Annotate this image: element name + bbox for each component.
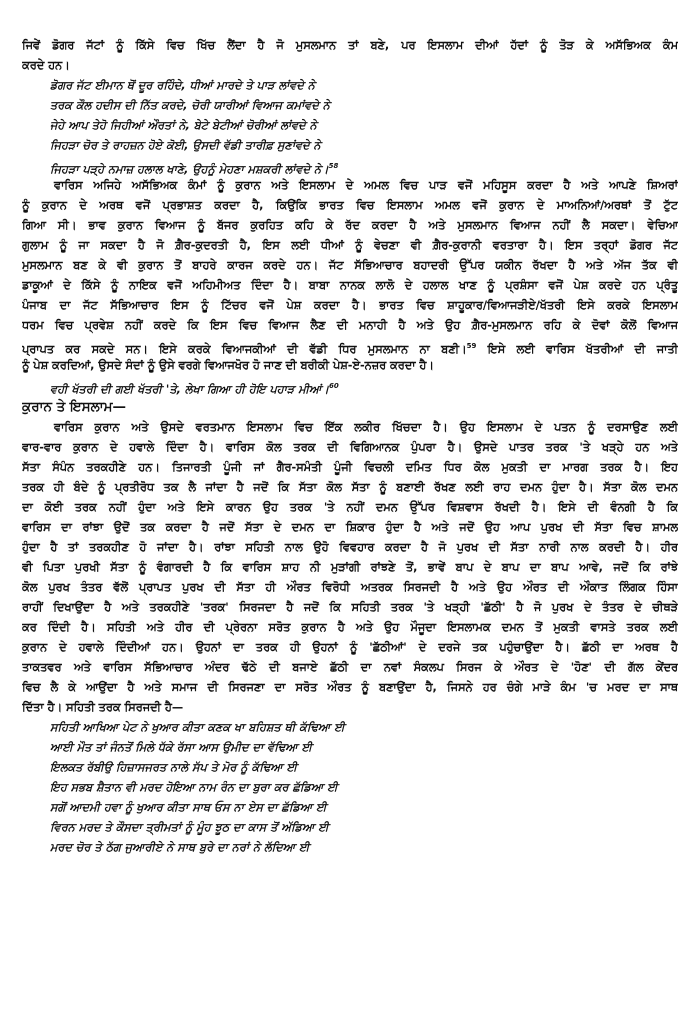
verse-line: ਤਰਕ ਕੌਲ ਹਦੀਸ ਦੀ ਨਿੱਤ ਕਰਦੇ, ਚੋਰੀ ਯਾਰੀਆਂ ਵਿਆਜ ਕਮਾਂਵਦੇ ਨੇ xyxy=(50,99,330,112)
section-heading: ਕੁਰਾਨ ਤੇ ਇਸਲਾਮ— xyxy=(22,399,127,415)
verse-block-2: ਵਹੀ ਖੱਤਰੀ ਦੀ ਗਈ ਖੱਤਰੀ 'ਤੇ, ਲੇਖਾ ਗਿਆ ਹੀ ਹੋਇ ਪਹਾੜ ਮੀਆਂ।$^{60}$ xyxy=(50,382,339,396)
footnote-ref: 60 xyxy=(329,382,339,390)
verse-line: ਡੋਗਰ ਜੱਟ ਈਮਾਨ ਥੋਂ ਦੂਰ ਰਹਿੰਦੇ, ਧੀਆਂ ਮਾਰਦੇ ਤੇ ਪਾੜ ਲਾਂਵਦੇ ਨੇ xyxy=(50,79,315,92)
paragraph-line: ਡਾਕੂਆਂ ਦੇ ਕਿੱਸੇ ਨੂੰ ਨਾਇਕ ਵਜੋਂ ਅਹਿਮੀਅਤ ਦਿੰਦਾ ਹੈ। ਬਾਬਾ ਨਾਨਕ ਲਾਲੋ ਦੇ ਹਲਾਲ ਖਾਣ ਨੂੰ ਪ੍ਰਸ਼ੰਸਾ ਵਜੋਂ ਪੇਸ਼ ਕਰਦੇ ਹਨ ਪ੍ਰੰਤੂ xyxy=(22,279,678,292)
paragraph-line: ਤਾਕਤਵਰ ਅਤੇ ਵਾਰਿਸ ਸੱਭਿਆਚਾਰ ਅੰਦਰ ਢੱਠੇ ਦੀ ਬਜਾਏ ਛੱਠੀ ਦਾ ਨਵਾਂ ਸੰਕਲਪ ਸਿਰਜ ਕੇ ਔਰਤ ਦੇ 'ਹੋਣ' ਦੀ ਗੱਲ ਕੇਂਦਰ xyxy=(22,661,678,674)
paragraph-2 xyxy=(22,418,678,718)
paragraph-line: ਕੁਰਾਨ ਦੇ ਹਵਾਲੇ ਦਿੰਦੀਆਂ ਹਨ। ਉਹਨਾਂ ਦਾ ਤਰਕ ਹੀ ਉਹਨਾਂ ਨੂੰ 'ਛੱਠੀਆਂ' ਦੇ ਦਰਜੇ ਤਕ ਪਹੁੰਚਾਉਂਦਾ ਹੈ। ਛੱਠੀ ਦਾ ਅਰਥ ਹੈ xyxy=(22,641,678,654)
paragraph-line: ਗਿਆ ਸੀ। ਭਾਵ ਕੁਰਾਨ ਵਿਆਜ ਨੂੰ ਬੱਜਰ ਕੁਰਹਿਤ ਕਹਿ ਕੇ ਰੱਦ ਕਰਦਾ ਹੈ ਅਤੇ ਮੁਸਲਮਾਨ ਵਿਆਜ ਨਹੀਂ ਲੈ ਸਕਦਾ। ਵੇਚਿਆ xyxy=(22,219,678,232)
paragraph-line: ਕਰ ਦਿੰਦੀ ਹੈ। ਸਹਿਤੀ ਅਤੇ ਹੀਰ ਦੀ ਪ੍ਰੇਰਨਾ ਸਰੋਤ ਕੁਰਾਨ ਹੈ ਅਤੇ ਉਹ ਮੌਜੂਦਾ ਇਸਲਾਮਕ ਦਮਨ ਤੋਂ ਮੁਕਤੀ ਵਾਸਤੇ ਤਰਕ ਲਈ xyxy=(22,621,678,634)
verse-block-1 xyxy=(22,76,678,176)
paragraph-line: ਗੁਲਾਮ ਨੂੰ ਜਾ ਸਕਦਾ ਹੈ ਜੋ ਗ਼ੈਰ-ਕੁਦਰਤੀ ਹੈ, ਇਸ ਲਈ ਧੀਆਂ ਨੂੰ ਵੇਚਣਾ ਵੀ ਗ਼ੈਰ-ਕੁਰਾਨੀ ਵਰਤਾਰਾ ਹੈ। ਇਸ ਤਰ੍ਹਾਂ ਡੋਗਰ ਜੱਟ xyxy=(22,239,678,252)
verse-line: ਮਰਦ ਚੋਰ ਤੇ ਠੱਗ ਜੁਆਰੀਏ ਨੇ ਸਾਥ ਬੁਰੇ ਦਾ ਨਰਾਂ ਨੇ ਲੱਦਿਆ ਈ xyxy=(50,841,310,854)
verse-block-3 xyxy=(22,718,678,858)
document-page xyxy=(22,36,678,858)
paragraph-line: ਪੰਜਾਬ ਦਾ ਜੱਟ ਸੱਭਿਆਚਾਰ ਇਸ ਨੂੰ ਟਿੱਚਰ ਵਜੋਂ ਪੇਸ਼ ਕਰਦਾ ਹੈ। ਭਾਰਤ ਵਿਚ ਸ਼ਾਹੂਕਾਰ/ਵਿਆਜੜੀਏ/ਖੱਤਰੀ ਇਸੇ ਕਰਕੇ ਇਸਲਾਮ xyxy=(22,299,678,312)
paragraph-line: ਵਾਰਿਸ ਕੁਰਾਨ ਅਤੇ ਉਸਦੇ ਵਰਤਮਾਨ ਇਸਲਾਮ ਵਿਚ ਇੱਕ ਲਕੀਰ ਖਿੱਚਦਾ ਹੈ। ਉਹ ਇਸਲਾਮ ਦੇ ਪਤਨ ਨੂੰ ਦਰਸਾਉਣ ਲਈ xyxy=(54,421,678,434)
paragraph-line-last: ਦਿੱਤਾ ਹੈ। ਸਹਿਤੀ ਤਰਕ ਸਿਰਜਦੀ ਹੈ— xyxy=(22,701,184,714)
verse-line: ਵਿਰਨ ਮਰਦ ਤੇ ਕੌਸਦਾ ਤ੍ਰੀਮਤਾਂ ਨੂੰ ਮੂੰਹ ਝੂਠ ਦਾ ਕਾਸ ਤੋਂ ਅੱਡਿਆ ਈ xyxy=(50,821,329,834)
paragraph-line: ਨੂੰ ਕੁਰਾਨ ਦੇ ਅਰਥ ਵਜੋਂ ਪ੍ਰਭਾਸ਼ਤ ਕਰਦਾ ਹੈ, ਕਿਉਂਕਿ ਭਾਰਤ ਵਿਚ ਇਸਲਾਮ ਅਮਲ ਵਜੋਂ ਕੁਰਾਨ ਦੇ ਮਾਅਨਿਆਂ/ਅਰਥਾਂ ਤੋਂ ਟੁੱਟ xyxy=(22,199,678,212)
paragraph-line: ਤਰਕ ਹੀ ਬੰਦੇ ਨੂੰ ਪ੍ਰਤੀਰੋਧ ਤਕ ਲੈ ਜਾਂਦਾ ਹੈ ਜਦੋਂ ਕਿ ਸੱਤਾ ਕੋਲ ਸੱਤਾ ਨੂੰ ਬਣਾਈ ਰੱਖਣ ਲਈ ਰਾਹ ਦਮਨ ਹੁੰਦਾ ਹੈ। ਸੱਤਾ ਕੋਲ ਦਮਨ xyxy=(22,481,678,494)
paragraph-line-last: ਨੂੰ ਪੇਸ਼ ਕਰਦਿਆਂ, ਉਸਦੇ ਸੰਦਾਂ ਨੂੰ ਉਸੇ ਵਰਗੇ ਵਿਆਜਖੋਰ ਹੋ ਜਾਣ ਦੀ ਬਰੀਕੀ ਪੇਸ਼-ਏ-ਨਜ਼ਰ ਕਰਦਾ ਹੈ। xyxy=(22,359,434,372)
intro-line-1: ਜਿਵੇਂ ਡੋਗਰ ਜੱਟਾਂ ਨੂੰ ਕਿੱਸੇ ਵਿਚ ਖਿੱਚ ਲੈਂਦਾ ਹੈ ਜੋ ਮੁਸਲਮਾਨ ਤਾਂ ਬਣੇ, ਪਰ ਇਸਲਾਮ ਦੀਆਂ ਹੱਦਾਂ ਨੂੰ ਤੋੜ ਕੇ ਅਸੱਭਿਅਕ ਕੰਮ xyxy=(22,39,678,52)
paragraph-line: ਵਾਰਿਸ ਅਜਿਹੇ ਅਸੱਭਿਅਕ ਕੰਮਾਂ ਨੂੰ ਕੁਰਾਨ ਅਤੇ ਇਸਲਾਮ ਦੇ ਅਮਲ ਵਿਚ ਪਾੜ ਵਜੋਂ ਮਹਿਸੂਸ ਕਰਦਾ ਹੈ ਅਤੇ ਆਪਣੇ ਸ਼ਿਅਰਾਂ xyxy=(54,179,678,192)
inline-quote: ਵਾਰਿਸ ਸ਼ਾਹ ਨੀ ਮੁੜਾਂਗੀ ਰਾਂਝਣੇ ਤੋਂ, ਭਾਵੇਂ ਬਾਪ ਦੇ ਬਾਪ ਦਾ ਬਾਪ ਆਵੇ xyxy=(242,561,599,574)
verse-line-last: ਜਿਹੜਾ ਪੜ੍ਹੇ ਨਮਾਜ਼ ਹਲਾਲ ਖਾਣੇ, ਉਹਨੂੰ ਮੇਹਣਾ ਮਸ਼ਕਰੀ ਲਾਂਵਦੇ ਨੇ।$^{58}$ xyxy=(50,162,339,176)
verse-line: ਸਹਿਤੀ ਆਖਿਆ ਪੇਟ ਨੇ ਖੁਆਰ ਕੀਤਾ ਕਣਕ ਖਾ ਬਹਿਸ਼ਤ ਥੀ ਕੱਢਿਆ ਈ xyxy=(50,721,345,734)
verse-line: ਜਿਹੜਾ ਚੋਰ ਤੇ ਰਾਹਜ਼ਨ ਹੋਏ ਕੋਈ, ਉਸਦੀ ਵੱਡੀ ਤਾਰੀਫ਼ ਸੁਣਾਂਵਦੇ ਨੇ xyxy=(50,139,321,152)
paragraph-1 xyxy=(22,176,678,376)
paragraph-line: ਵਿਚ ਲੈ ਕੇ ਆਉਂਦਾ ਹੈ ਅਤੇ ਸਮਾਜ ਦੀ ਸਿਰਜਣਾ ਦਾ ਸਰੋਤ ਔਰਤ ਨੂੰ ਬਣਾਉਂਦਾ ਹੈ, ਜਿਸਨੇ ਹਰ ਚੰਗੇ ਮਾੜੇ ਕੰਮ 'ਚ ਮਰਦ ਦਾ ਸਾਥ xyxy=(22,681,678,694)
paragraph-line: ਮੁਸਲਮਾਨ ਬਣ ਕੇ ਵੀ ਕੁਰਾਨ ਤੋਂ ਬਾਹਰੇ ਕਾਰਜ ਕਰਦੇ ਹਨ। ਜੱਟ ਸੱਭਿਆਚਾਰ ਬਹਾਦਰੀ ਉੱਪਰ ਯਕੀਨ ਰੱਖਦਾ ਹੈ ਅਤੇ ਅੱਜ ਤੱਕ ਵੀ xyxy=(22,259,678,272)
paragraph-line-quote: ਵੀ ਪਿਤਾ ਪੁਰਖੀ ਸੱਤਾ ਨੂੰ ਵੰਗਾਰਦੀ ਹੈ ਕਿ ਵਾਰਿਸ ਸ਼ਾਹ ਨੀ ਮੁੜਾਂਗੀ ਰਾਂਝਣੇ ਤੋਂ, ਭਾਵੇਂ ਬਾਪ ਦੇ ਬਾਪ ਦਾ ਬਾਪ ਆਵੇ, ਜਦੋਂ ਕਿ ਰਾਂਝੇ xyxy=(22,561,678,574)
footnote-ref: 58 xyxy=(328,162,339,170)
paragraph-line: ਵਾਰਿਸ ਦਾ ਰਾਂਝਾ ਉਦੋਂ ਤਕ ਕਰਦਾ ਹੈ ਜਦੋਂ ਸੱਤਾ ਦੇ ਦਮਨ ਦਾ ਸ਼ਿਕਾਰ ਹੁੰਦਾ ਹੈ ਅਤੇ ਜਦੋਂ ਉਹ ਆਪ ਪੁਰਖ ਦੀ ਸੱਤਾ ਵਿਚ ਸ਼ਾਮਲ xyxy=(22,521,678,534)
verse-line: ਜੇਹੇ ਆਪ ਤੇਹੋ ਜਿਹੀਆਂ ਔਰਤਾਂ ਨੇ, ਬੇਟੇ ਬੇਟੀਆਂ ਚੋਰੀਆਂ ਲਾਂਵਦੇ ਨੇ xyxy=(50,119,317,132)
paragraph-line: ਰਾਹੀਂ ਦਿਖਾਉਂਦਾ ਹੈ ਅਤੇ ਤਰਕਹੀਣੇ 'ਤਰਕ' ਸਿਰਜਦਾ ਹੈ ਜਦੋਂ ਕਿ ਸਹਿਤੀ ਤਰਕ 'ਤੇ ਖੜ੍ਹੀ 'ਛੱਠੀ' ਹੈ ਜੋ ਪੁਰਖ ਦੇ ਤੰਤਰ ਦੇ ਚੀਥੜੇ xyxy=(22,601,678,614)
paragraph-line: ਸੱਤਾ ਸੰਪੰਨ ਤਰਕਹੀਣੇ ਹਨ। ਤਿਜਾਰਤੀ ਪੂੰਜੀ ਜਾਂ ਗੈਰ-ਸਮੰਤੀ ਪੂੰਜੀ ਵਿਚਲੀ ਦਮਿਤ ਧਿਰ ਕੋਲ ਮੁਕਤੀ ਦਾ ਮਾਰਗ ਤਰਕ ਹੈ। ਇਹ xyxy=(22,461,678,474)
intro-line-2: ਕਰਦੇ ਹਨ। xyxy=(22,59,70,72)
paragraph-line: ਹੁੰਦਾ ਹੈ ਤਾਂ ਤਰਕਹੀਣ ਹੋ ਜਾਂਦਾ ਹੈ। ਰਾਂਝਾ ਸਹਿਤੀ ਨਾਲ ਉਹੋ ਵਿਵਹਾਰ ਕਰਦਾ ਹੈ ਜੋ ਪੁਰਖ ਦੀ ਸੱਤਾ ਨਾਰੀ ਨਾਲ ਕਰਦੀ ਹੈ। ਹੀਰ xyxy=(22,541,678,554)
paragraph-line: ਦਾ ਕੋਈ ਤਰਕ ਨਹੀਂ ਹੁੰਦਾ ਅਤੇ ਇਸੇ ਕਾਰਨ ਉਹ ਤਰਕ 'ਤੇ ਨਹੀਂ ਦਮਨ ਉੱਪਰ ਵਿਸ਼ਵਾਸ ਰੱਖਦੀ ਹੈ। ਇਸੇ ਦੀ ਵੰਨਗੀ ਹੈ ਕਿ xyxy=(22,501,678,514)
verse-line: ਆਈ ਮੌਤ ਤਾਂ ਜੰਨਤੋਂ ਮਿਲੇ ਧੱਕੇ ਰੱਸਾ ਆਸ ਉਮੀਦ ਦਾ ਵੱਢਿਆ ਈ xyxy=(50,741,312,754)
paragraph-line: ਵਾਰ-ਵਾਰ ਕੁਰਾਨ ਦੇ ਹਵਾਲੇ ਦਿੰਦਾ ਹੈ। ਵਾਰਿਸ ਕੋਲ ਤਰਕ ਦੀ ਵਿਗਿਆਨਕ ਪੁੰਪਰਾ ਹੈ। ਉਸਦੇ ਪਾਤਰ ਤਰਕ 'ਤੇ ਖੜ੍ਹੇ ਹਨ ਅਤੇ xyxy=(22,441,678,454)
paragraph-line: ਪ੍ਰਾਪਤ ਕਰ ਸਕਦੇ ਸਨ। ਇਸੇ ਕਰਕੇ ਵਿਆਜਕੀਆਂ ਦੀ ਵੱਡੀ ਧਿਰ ਮੁਸਲਮਾਨ ਨਾ ਬਣੀ।$^{59}$ ਇਸੇ ਲਈ ਵਾਰਿਸ ਖੱਤਰੀਆਂ ਦੀ ਜਾਤੀ xyxy=(22,342,678,356)
paragraph-line: ਕੋਲ ਪੁਰਖ ਤੰਤਰ ਵੱਲੋਂ ਪ੍ਰਾਪਤ ਪੁਰਖ ਦੀ ਸੱਤਾ ਹੀ ਔਰਤ ਵਿਰੋਧੀ ਅਤਰਕ ਸਿਰਜਦੀ ਹੈ ਅਤੇ ਉਹ ਔਰਤ ਦੀ ਔਕਾਤ ਲਿੰਗਕ ਹਿੰਸਾ xyxy=(22,581,678,594)
footnote-ref: 59 xyxy=(466,342,477,350)
verse-line: ਸਗੋਂ ਆਦਮੀ ਹਵਾ ਨੂੰ ਖੁਆਰ ਕੀਤਾ ਸਾਥ ਓਸ ਨਾ ਏਸ ਦਾ ਛੱਡਿਆ ਈ xyxy=(50,801,327,814)
verse-line: ਇਲਕਤ ਰੱਬੀਉ ਹਿਜ਼ਾਸਜਰਤ ਨਾਲੇ ਸੱਪ ਤੇ ਮੋਰ ਨੂੰ ਕੱਢਿਆ ਈ xyxy=(50,761,297,774)
verse-line: ਇਹ ਸਭਬ ਸ਼ੈਤਾਨ ਵੀ ਮਰਦ ਹੋਇਆ ਨਾਮ ਰੰਨ ਦਾ ਬੁਰਾ ਕਰ ਛੱਡਿਆ ਈ xyxy=(50,781,338,794)
paragraph-line: ਧਰਮ ਵਿਚ ਪ੍ਰਵੇਸ਼ ਨਹੀਂ ਕਰਦੇ ਕਿ ਇਸ ਵਿਚ ਵਿਆਜ ਲੈਣ ਦੀ ਮਨਾਹੀ ਹੈ ਅਤੇ ਉਹ ਗ਼ੈਰ-ਮੁਸਲਮਾਨ ਰਹਿ ਕੇ ਦੋਵਾਂ ਕੋਲੋਂ ਵਿਆਜ xyxy=(22,319,678,332)
